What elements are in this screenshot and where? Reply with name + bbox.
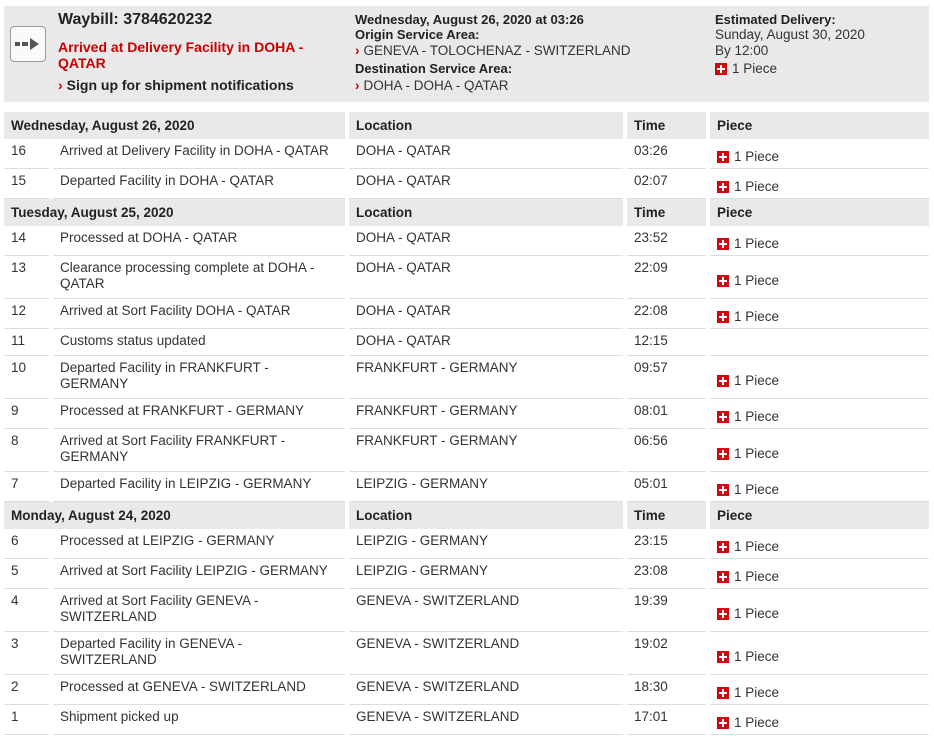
chevron-right-icon: › [355,43,360,58]
event-row [4,589,929,632]
group-date: Monday, August 24, 2020 [4,502,345,529]
event-number: 10 [4,356,49,399]
estimated-delivery-date: Sunday, August 30, 2020 [715,27,865,42]
event-number: 9 [4,399,49,429]
event-row [4,472,929,502]
estimated-delivery-label: Estimated Delivery: [715,12,836,27]
shipment-arrow-icon [10,26,46,62]
chevron-right-icon: › [58,77,63,93]
plus-square-icon [717,448,729,460]
column-header-piece: Piece [710,502,929,529]
event-number: 3 [4,632,49,675]
event-location: DOHA - QATAR [349,329,623,356]
event-description: Arrived at Sort Facility LEIPZIG - GERMANY [53,559,345,589]
event-number: 15 [4,169,49,199]
shipment-summary [4,6,929,102]
plus-square-icon [717,717,729,729]
event-time: 08:01 [627,399,706,429]
piece-label: 1 Piece [734,445,780,461]
event-piece[interactable] [710,529,929,559]
event-time: 03:26 [627,139,706,169]
event-description: Customs status updated [53,329,345,356]
chevron-right-icon: › [355,78,360,93]
event-description: Arrived at Sort Facility GENEVA - SWITZERLAND [53,589,345,632]
event-row [4,139,929,169]
column-header-piece: Piece [710,112,929,139]
event-description: Arrived at Delivery Facility in DOHA - QATAR [53,139,345,169]
event-number: 14 [4,226,49,256]
event-location: DOHA - QATAR [349,226,623,256]
origin-value: GENEVA - TOLOCHENAZ - SWITZERLAND [363,43,631,58]
event-location: LEIPZIG - GERMANY [349,529,623,559]
piece-label: 1 Piece [734,685,780,700]
plus-square-icon [717,687,729,699]
tracking-events-table [4,112,929,735]
piece-label: 1 Piece [734,569,780,584]
column-header-piece: Piece [710,199,929,226]
event-time: 17:01 [627,705,706,735]
event-location: GENEVA - SWITZERLAND [349,675,623,705]
event-row [4,399,929,429]
event-location: GENEVA - SWITZERLAND [349,589,623,632]
event-time: 22:08 [627,299,706,329]
piece-label: 1 Piece [734,648,780,664]
plus-square-icon [717,541,729,553]
event-row [4,329,929,356]
event-time: 12:15 [627,329,706,356]
plus-square-icon [717,238,729,250]
event-time: 06:56 [627,429,706,472]
piece-label: 1 Piece [734,179,780,194]
event-row [4,705,929,735]
event-number: 7 [4,472,49,502]
event-time: 09:57 [627,356,706,399]
event-location: FRANKFURT - GERMANY [349,399,623,429]
event-number: 8 [4,429,49,472]
column-header-location: Location [349,502,623,529]
origin-link[interactable] [355,43,631,58]
event-number: 4 [4,589,49,632]
event-piece[interactable] [710,169,929,199]
event-location: LEIPZIG - GERMANY [349,559,623,589]
event-description: Departed Facility in LEIPZIG - GERMANY [53,472,345,502]
event-piece[interactable] [710,356,929,399]
last-update-date: Wednesday, August 26, 2020 at 03:26 [355,12,584,27]
event-location: DOHA - QATAR [349,169,623,199]
piece-label: 1 Piece [734,272,780,288]
event-piece[interactable] [710,675,929,705]
signup-notifications-link[interactable] [58,77,294,93]
event-piece[interactable] [710,632,929,675]
date-group-header [4,112,929,139]
piece-toggle[interactable] [715,61,777,76]
destination-value: DOHA - DOHA - QATAR [363,78,509,93]
event-location: FRANKFURT - GERMANY [349,429,623,472]
column-header-location: Location [349,199,623,226]
event-piece[interactable] [710,226,929,256]
piece-label: 1 Piece [732,61,778,76]
event-number: 12 [4,299,49,329]
event-piece[interactable] [710,705,929,735]
column-header-location: Location [349,112,623,139]
signup-label: Sign up for shipment notifications [66,77,294,93]
event-time: 23:52 [627,226,706,256]
column-header-time: Time [627,199,706,226]
plus-square-icon [717,311,729,323]
column-header-time: Time [627,502,706,529]
plus-square-icon [717,571,729,583]
event-piece[interactable] [710,429,929,472]
plus-square-icon [717,151,729,163]
event-number: 5 [4,559,49,589]
event-location: DOHA - QATAR [349,256,623,299]
event-location: DOHA - QATAR [349,299,623,329]
piece-label: 1 Piece [734,715,780,730]
plus-square-icon [715,63,727,75]
event-location: LEIPZIG - GERMANY [349,472,623,502]
event-row [4,256,929,299]
event-location: GENEVA - SWITZERLAND [349,632,623,675]
destination-link[interactable] [355,78,509,93]
event-number: 1 [4,705,49,735]
event-row [4,429,929,472]
event-number: 16 [4,139,49,169]
event-description: Clearance processing complete at DOHA - QATAR [53,256,345,299]
event-time: 18:30 [627,675,706,705]
event-time: 19:02 [627,632,706,675]
event-row [4,559,929,589]
event-row [4,299,929,329]
piece-label: 1 Piece [734,236,780,251]
event-description: Departed Facility in FRANKFURT - GERMANY [53,356,345,399]
event-time: 02:07 [627,169,706,199]
plus-square-icon [717,275,729,287]
event-description: Departed Facility in DOHA - QATAR [53,169,345,199]
date-group-header [4,199,929,226]
event-piece [710,329,929,356]
piece-label: 1 Piece [734,149,780,164]
event-description: Processed at DOHA - QATAR [53,226,345,256]
event-number: 13 [4,256,49,299]
event-location: GENEVA - SWITZERLAND [349,705,623,735]
event-row [4,529,929,559]
shipment-status: Arrived at Delivery Facility in DOHA - QATAR [58,39,304,71]
piece-label: 1 Piece [734,539,780,554]
event-piece[interactable] [710,256,929,299]
event-row [4,356,929,399]
event-number: 6 [4,529,49,559]
event-description: Processed at FRANKFURT - GERMANY [53,399,345,429]
event-piece[interactable] [710,472,929,502]
plus-square-icon [717,181,729,193]
plus-square-icon [717,608,729,620]
plus-square-icon [717,651,729,663]
origin-label: Origin Service Area: [355,27,480,42]
event-piece[interactable] [710,139,929,169]
plus-square-icon [717,375,729,387]
event-description: Processed at GENEVA - SWITZERLAND [53,675,345,705]
piece-label: 1 Piece [734,482,780,497]
date-group-header [4,502,929,529]
destination-label: Destination Service Area: [355,61,513,76]
event-description: Departed Facility in GENEVA - SWITZERLAND [53,632,345,675]
event-piece[interactable] [710,589,929,632]
event-location: DOHA - QATAR [349,139,623,169]
piece-label: 1 Piece [734,372,780,388]
estimated-delivery-time: By 12:00 [715,43,769,58]
plus-square-icon [717,411,729,423]
event-piece[interactable] [710,299,929,329]
waybill-number: Waybill: 3784620232 [58,11,213,28]
piece-label: 1 Piece [734,409,780,424]
event-number: 11 [4,329,49,356]
piece-label: 1 Piece [734,605,780,621]
event-description: Processed at LEIPZIG - GERMANY [53,529,345,559]
event-time: 19:39 [627,589,706,632]
event-time: 23:15 [627,529,706,559]
event-time: 05:01 [627,472,706,502]
event-description: Arrived at Sort Facility FRANKFURT - GERMANY [53,429,345,472]
event-row [4,675,929,705]
group-date: Tuesday, August 25, 2020 [4,199,345,226]
column-header-time: Time [627,112,706,139]
event-row [4,632,929,675]
event-number: 2 [4,675,49,705]
event-piece[interactable] [710,559,929,589]
event-row [4,226,929,256]
event-location: FRANKFURT - GERMANY [349,356,623,399]
event-time: 22:09 [627,256,706,299]
piece-label: 1 Piece [734,309,780,324]
event-piece[interactable] [710,399,929,429]
event-description: Arrived at Sort Facility DOHA - QATAR [53,299,345,329]
event-description: Shipment picked up [53,705,345,735]
group-date: Wednesday, August 26, 2020 [4,112,345,139]
event-time: 23:08 [627,559,706,589]
event-row [4,169,929,199]
plus-square-icon [717,484,729,496]
